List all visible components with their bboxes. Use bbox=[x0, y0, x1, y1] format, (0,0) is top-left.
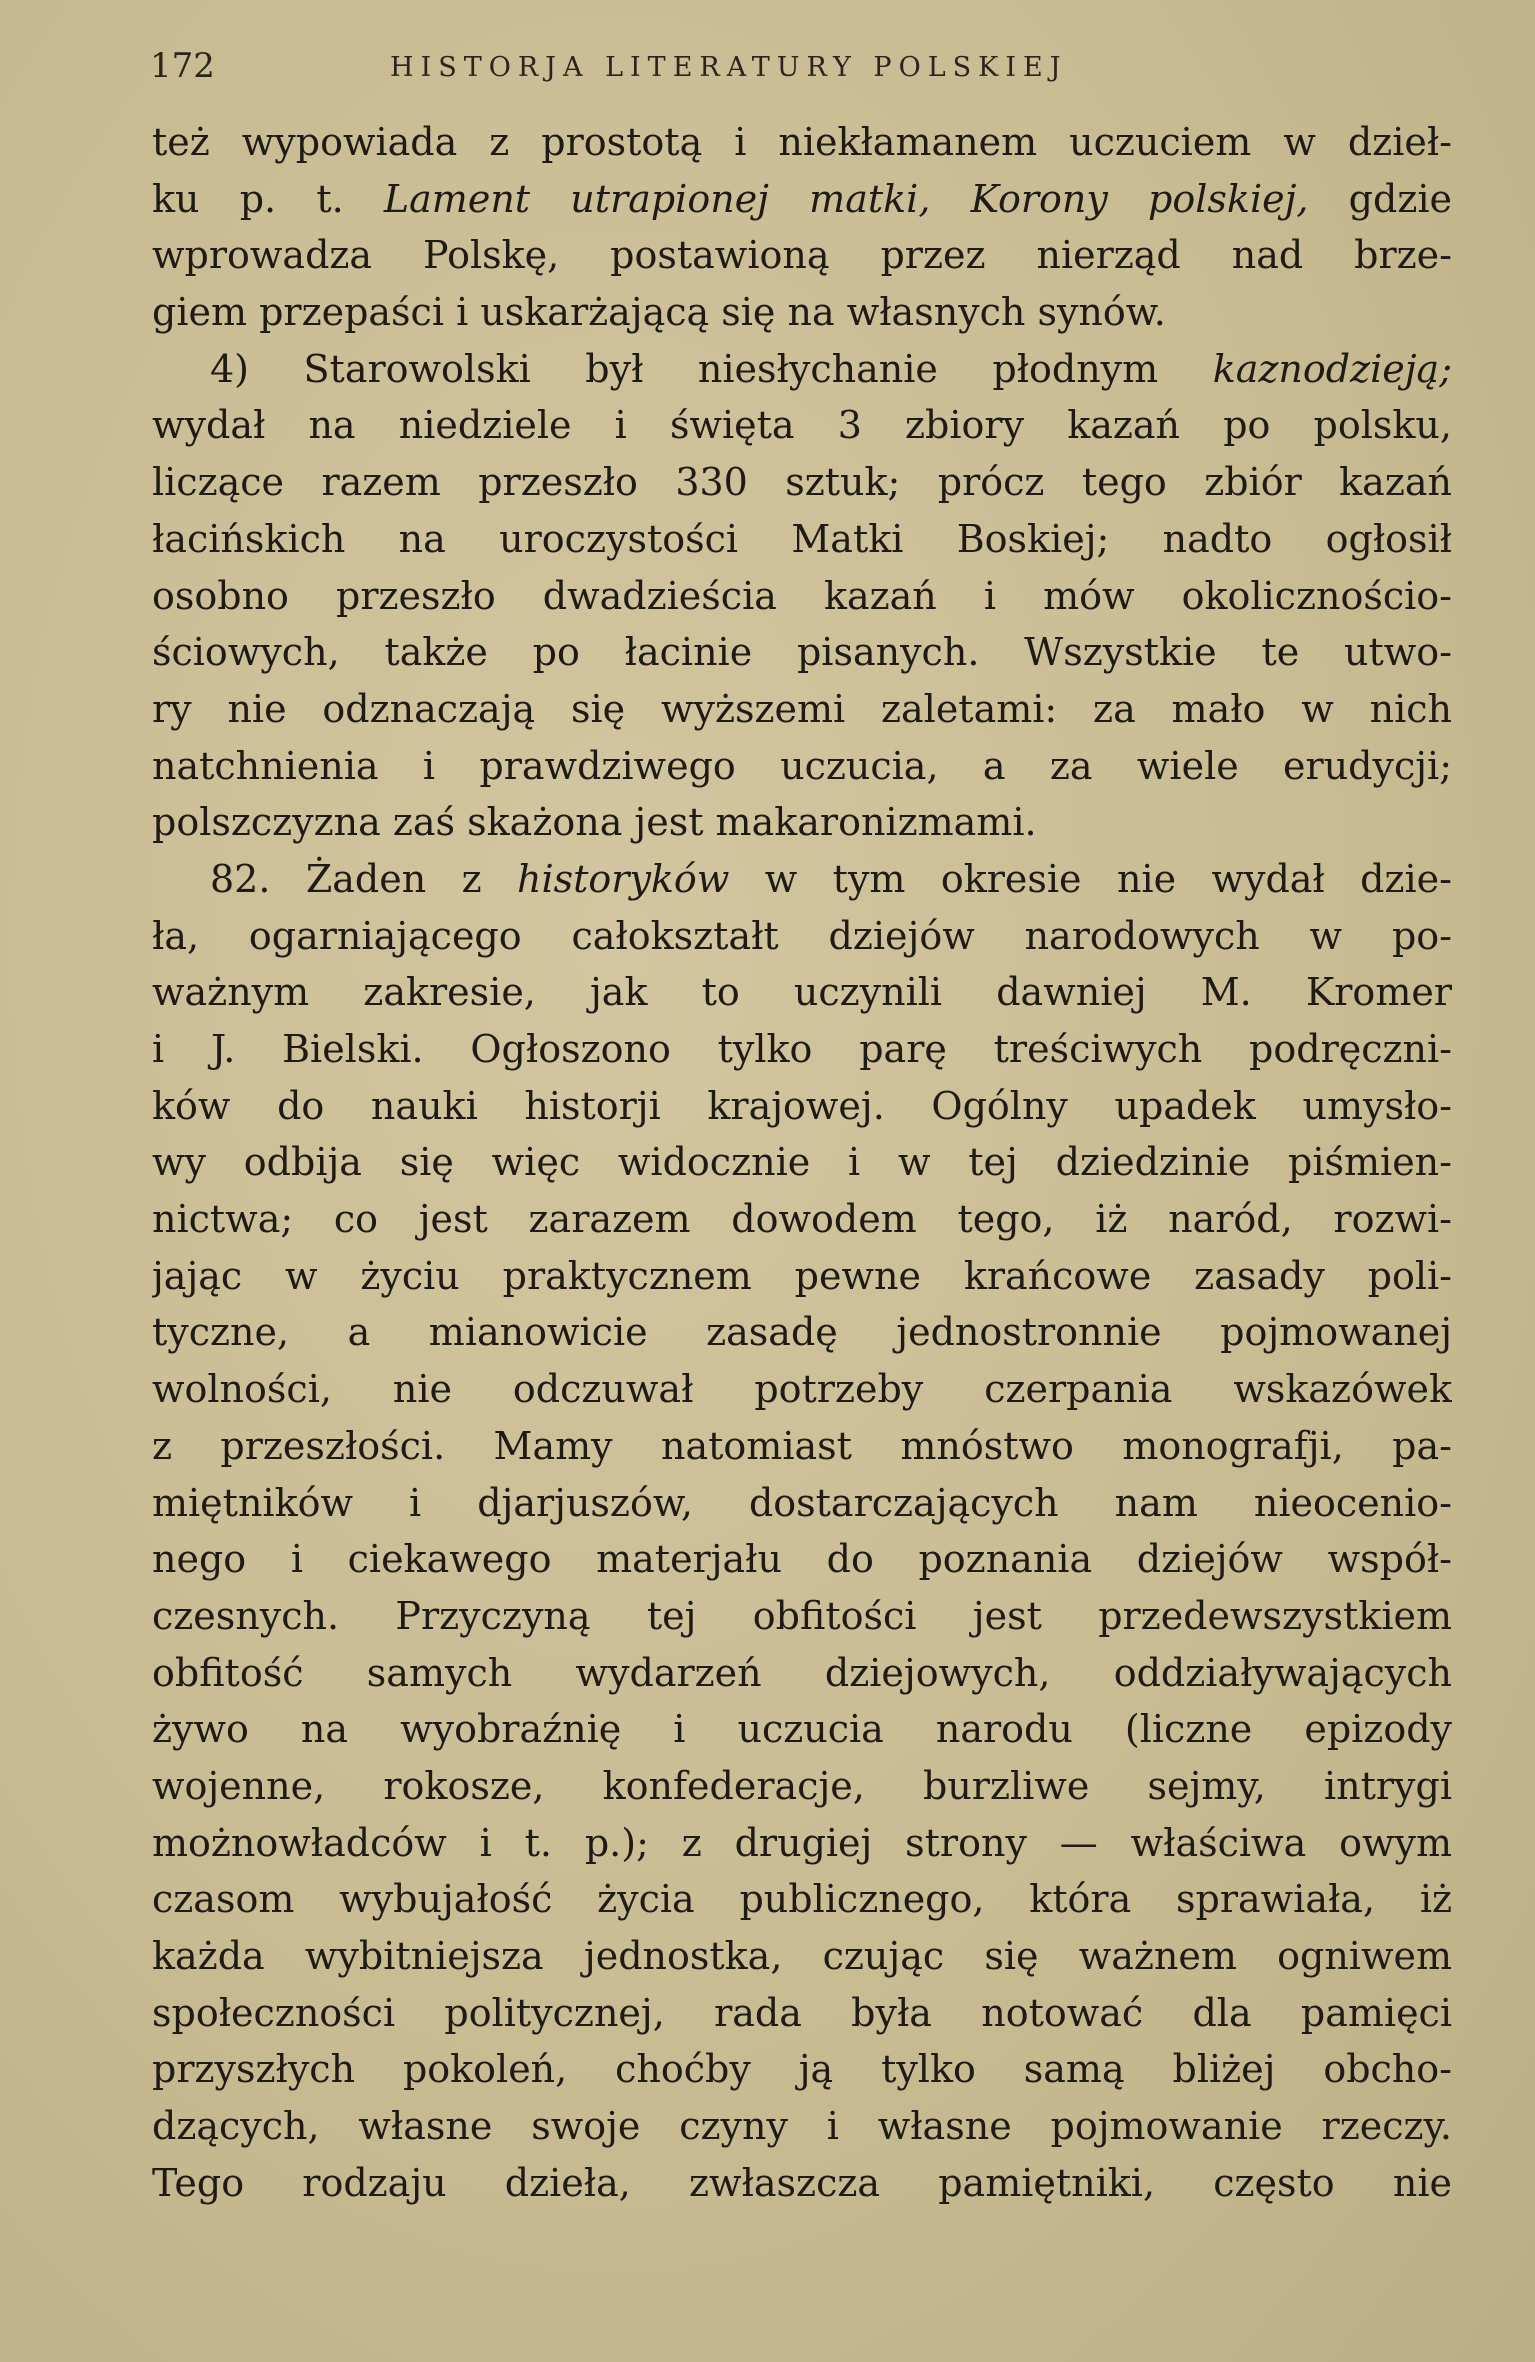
paragraph-start-line: 82. Żaden z historyków w tym okresie nie wydał dzie- bbox=[210, 856, 1452, 901]
text-line: ku p. t. Lament utrapionej matki, Korony polskiej, gdzie bbox=[152, 176, 1452, 221]
text-line: miętników i djarjuszów, dostarczających nam nieocenio- bbox=[152, 1480, 1452, 1525]
text-line: natchnienia i prawdziwego uczucia, a za wiele erudycji; bbox=[152, 743, 1452, 788]
page-header bbox=[150, 46, 1450, 96]
text-line: też wypowiada z prostotą i niekłamanem uczuciem w dzieł- bbox=[152, 120, 1452, 164]
text-line: każda wybitniejsza jednostka, czując się ważnem ogniwem bbox=[152, 1934, 1452, 1978]
text-line: dzących, własne swoje czyny i własne pojmowanie rzeczy. bbox=[152, 2104, 1452, 2149]
text-line: żywo na wyobraźnię i uczucia narodu (liczne epizody bbox=[152, 1707, 1452, 1752]
text-line: giem przepaści i uskarżającą się na własnych synów. bbox=[152, 290, 1166, 335]
text-line: obfitość samych wydarzeń dziejowych, oddziaływających bbox=[152, 1650, 1452, 1695]
text-line: czasom wybujałość życia publicznego, która sprawiała, iż bbox=[152, 1877, 1452, 1922]
text-line: wy odbija się więc widocznie i w tej dziedzinie piśmien- bbox=[152, 1140, 1452, 1185]
text-line: ry nie odznaczają się wyższemi zaletami: za mało w nich bbox=[152, 686, 1452, 731]
text-line: i J. Bielski. Ogłoszono tylko parę treściwych podręczni- bbox=[152, 1027, 1452, 1071]
text-line: wolności, nie odczuwał potrzeby czerpania wskazówek bbox=[152, 1367, 1452, 1412]
text-line: wojenne, rokosze, konfederacje, burzliwe sejmy, intrygi bbox=[152, 1763, 1452, 1808]
running-head: HISTORJA LITERATURY POLSKIEJ bbox=[390, 52, 1068, 83]
italic-term: historyków bbox=[517, 856, 730, 901]
text-line: społeczności politycznej, rada była notować dla pamięci bbox=[152, 1990, 1452, 2035]
text-line: ważnym zakresie, jak to uczynili dawniej M. Kromer bbox=[152, 970, 1452, 1015]
text-line: tyczne, a mianowicie zasadę jednostronnie pojmowanej bbox=[152, 1310, 1452, 1355]
text-line: wydał na niedziele i święta 3 zbiory kazań po polsku, bbox=[152, 403, 1452, 448]
text-line: przyszłych pokoleń, choćby ją tylko samą bliżej obcho- bbox=[152, 2047, 1452, 2092]
text-line: z przeszłości. Mamy natomiast mnóstwo monografji, pa- bbox=[152, 1423, 1452, 1468]
text-line: czesnych. Przyczyną tej obfitości jest przedewszystkiem bbox=[152, 1593, 1452, 1638]
text-line: liczące razem przeszło 330 sztuk; prócz tego zbiór kazań bbox=[152, 460, 1452, 505]
text-line: łacińskich na uroczystości Matki Boskiej; nadto ogłosił bbox=[152, 516, 1452, 561]
text-line: Tego rodzaju dzieła, zwłaszcza pamiętniki, często nie bbox=[152, 2160, 1452, 2205]
text-line: nego i ciekawego materjału do poznania dziejów współ- bbox=[152, 1537, 1452, 1582]
text-line: polszczyzna zaś skażona jest makaronizmami. bbox=[152, 800, 1037, 845]
body-text bbox=[152, 114, 1452, 2211]
text-line: nictwa; co jest zarazem dowodem tego, iż naród, rozwi- bbox=[152, 1197, 1452, 1242]
page-number: 172 bbox=[150, 46, 215, 86]
text-line: ków do nauki historji krajowej. Ogólny upadek umysło- bbox=[152, 1083, 1452, 1128]
text-line: ła, ogarniającego całokształt dziejów narodowych w po- bbox=[152, 913, 1452, 958]
text-line: ściowych, także po łacinie pisanych. Wszystkie te utwo- bbox=[152, 630, 1452, 675]
text-line: osobno przeszło dwadzieścia kazań i mów okolicznościo- bbox=[152, 573, 1452, 618]
text-line: możnowładców i t. p.); z drugiej strony — właściwa owym bbox=[152, 1820, 1452, 1865]
italic-term: kaznodzieją; bbox=[1212, 346, 1452, 391]
italic-title: Lament utrapionej matki, Korony polskiej, bbox=[383, 176, 1309, 221]
text-line: wprowadza Polskę, postawioną przez nierząd nad brze- bbox=[152, 233, 1452, 278]
text-line: jając w życiu praktycznem pewne krańcowe zasady poli- bbox=[152, 1253, 1452, 1298]
paragraph-start-line: 4) Starowolski był niesłychanie płodnym kaznodzieją; bbox=[210, 346, 1452, 391]
